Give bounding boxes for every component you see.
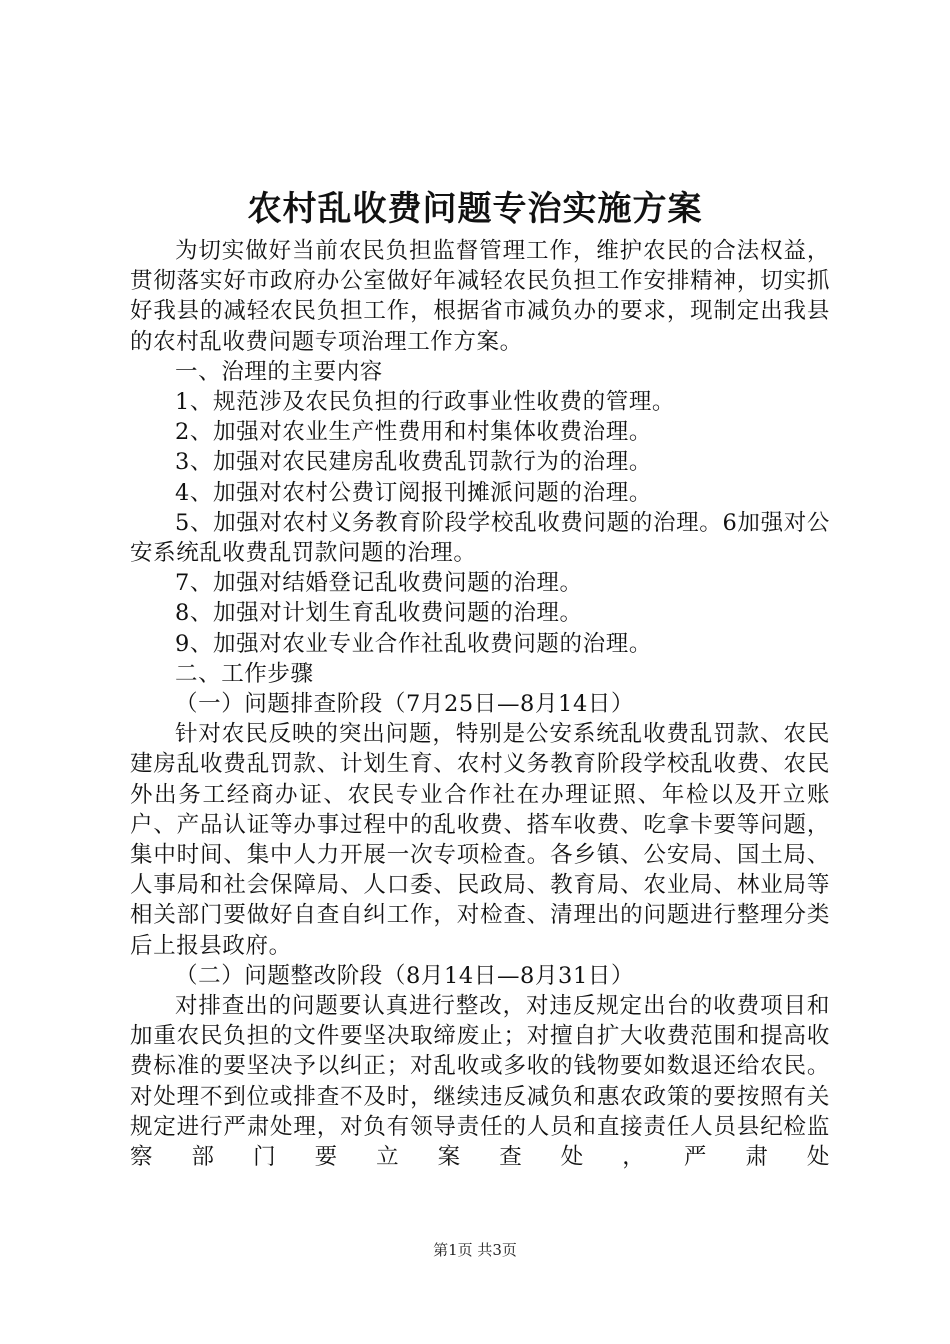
document-title: 农村乱收费问题专治实施方案 [247,189,703,229]
body-paragraph: 对排查出的问题要认真进行整改，对违反规定出台的收费项目和加重农民负担的文件要坚决取缔废止；对擅自扩大收费范围和提高收费标准的要坚决予以纠正；对乱收或多收的钱物要如数退还给农民。对处理不到位或排查不及时，继续违反减负和惠农政策的要按照有关规定进行严肃处理，对负有领导责任的人员和直接责任人员县纪检监察部门要立案查处，严肃处 [130,993,830,1171]
body-paragraph: 针对农民反映的突出问题，特别是公安系统乱收费乱罚款、农民建房乱收费乱罚款、计划生育、农村义务教育阶段学校乱收费、农民外出务工经商办证、农民专业合作社在办理证照、年检以及开立账户、产品认证等办事过程中的乱收费、搭车收费、吃拿卡要等问题，集中时间、集中人力开展一次专项检查。各乡镇、公安局、国土局、人事局和社会保障局、人口委、民政局、教育局、农业局、林业局等相关部门要做好自查自纠工作，对检查、清理出的问题进行整理分类后上报县政府。 [130,721,830,959]
section-heading-steps: 二、工作步骤 [175,660,314,687]
list-item: 1、规范涉及农民负担的行政事业性收费的管理。 [175,389,676,416]
page-number-footer: 第1页 共3页 [433,1241,517,1259]
list-item: 7、加强对结婚登记乱收费问题的治理。 [175,570,583,597]
subsection-heading: （一）问题排查阶段（7月25日—8月14日） [175,691,635,718]
list-item: 5、加强对农村义务教育阶段学校乱收费问题的治理。6加强对公安系统乱收费乱罚款问题的治理。 [130,509,830,567]
list-item: 8、加强对计划生育乱收费问题的治理。 [175,600,583,627]
list-item: 2、加强对农业生产性费用和村集体收费治理。 [175,419,652,446]
list-item: 3、加强对农民建房乱收费乱罚款行为的治理。 [175,449,652,476]
list-item: 9、加强对农业专业合作社乱收费问题的治理。 [175,630,652,657]
document-body [130,236,830,1172]
subsection-heading: （二）问题整改阶段（8月14日—8月31日） [175,962,635,989]
list-item: 4、加强对农村公费订阅报刊摊派问题的治理。 [175,479,652,506]
intro-paragraph: 为切实做好当前农民负担监督管理工作，维护农民的合法权益，贯彻落实好市政府办公室做好年减轻农民负担工作安排精神，切实抓好我县的减轻农民负担工作，根据省市减负办的要求，现制定出我县的农村乱收费问题专项治理工作方案。 [130,238,830,355]
section-heading-contents: 一、治理的主要内容 [175,358,383,385]
